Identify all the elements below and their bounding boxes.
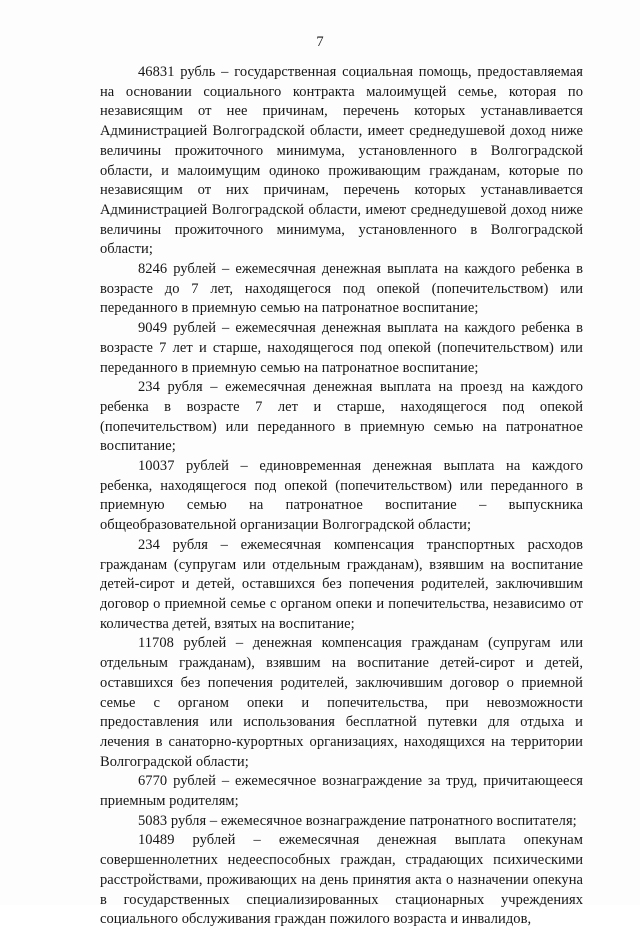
paragraph-transport-compensation: 234 рубля – ежемесячная компенсация транспортных расходов гражданам (супругам или отдельным гражданам), взявшим на воспитание детей-сирот и детей, оставшихся без попечения родителей, заключившим договор о приемной семье с органом опеки и попечительства, независимо от количества детей, взятых на воспитание; (100, 536, 583, 632)
paragraph-lump-sum-graduate: 10037 рублей – единовременная денежная выплата на каждого ребенка, находящегося под опекой (попечительством) или переданного в приемную семью на патронатное воспитание – выпускника общеобразовательной организации Волгоградской области; (100, 458, 583, 534)
paragraph-social-assistance: 46831 рубль – государственная социальная помощь, предоставляемая на основании социального контракта малоимущей семье, которая по независящим от нее причинам, перечень которых устанавливается Администрацией Волгоградской области, имеет среднедушевой доход ниже величины прожиточного минимума, установленного в Волгоградской области, и малоимущим одиноко проживающим гражданам, которые по независящим от них причинам, перечень которых устанавливается Администрацией Волгоградской области, имеют среднедушевой доход ниже величины прожиточного минимума, установленного в Волгоградской области; (100, 64, 583, 258)
paragraph-payment-child-under-7: 8246 рублей – ежемесячная денежная выплата на каждого ребенка в возрасте до 7 лет, находящегося под опекой (попечительством) или переданного в приемную семью на патронатное воспитание; (100, 261, 583, 317)
document-body (100, 63, 583, 930)
page-number: 7 (316, 34, 324, 50)
paragraph-payment-child-7-and-older: 9049 рублей – ежемесячная денежная выплата на каждого ребенка в возрасте 7 лет и старше, находящегося под опекой (попечительством) или переданного в приемную семью на патронатное воспитание; (100, 320, 583, 376)
paragraph-recreation-compensation: 11708 рублей – денежная компенсация гражданам (супругам или отдельным гражданам), взявшим на воспитание детей-сирот и детей, оставшихся без попечения родителей, заключившим договор о приемной семье с органом опеки и попечительства, при невозможности предоставления или использования бесплатной путевки для отдыха и лечения в санаторно-курортных организациях, находящихся на территории Волгоградской области; (100, 635, 583, 770)
paragraph-foster-parents-remuneration: 6770 рублей – ежемесячное вознаграждение за труд, причитающееся приемным родителям; (100, 773, 583, 810)
paragraph-patronage-educator-remuneration: 5083 рубля – ежемесячное вознаграждение патронатного воспитателя; (138, 812, 577, 829)
paragraph-travel-payment: 234 рубля – ежемесячная денежная выплата на проезд на каждого ребенка в возрасте 7 лет и старше, находящегося под опекой (попечительством) или переданного в приемную семью на патронатное воспитание; (100, 379, 583, 455)
paragraph-guardians-payment: 10489 рублей – ежемесячная денежная выплата опекунам совершеннолетних недееспособных граждан, страдающих психическими расстройствами, проживающих на день принятия акта о назначении опекуна в государственных специализированных стационарных учреждениях социального обслуживания граждан пожилого возраста и инвалидов, (100, 832, 583, 928)
